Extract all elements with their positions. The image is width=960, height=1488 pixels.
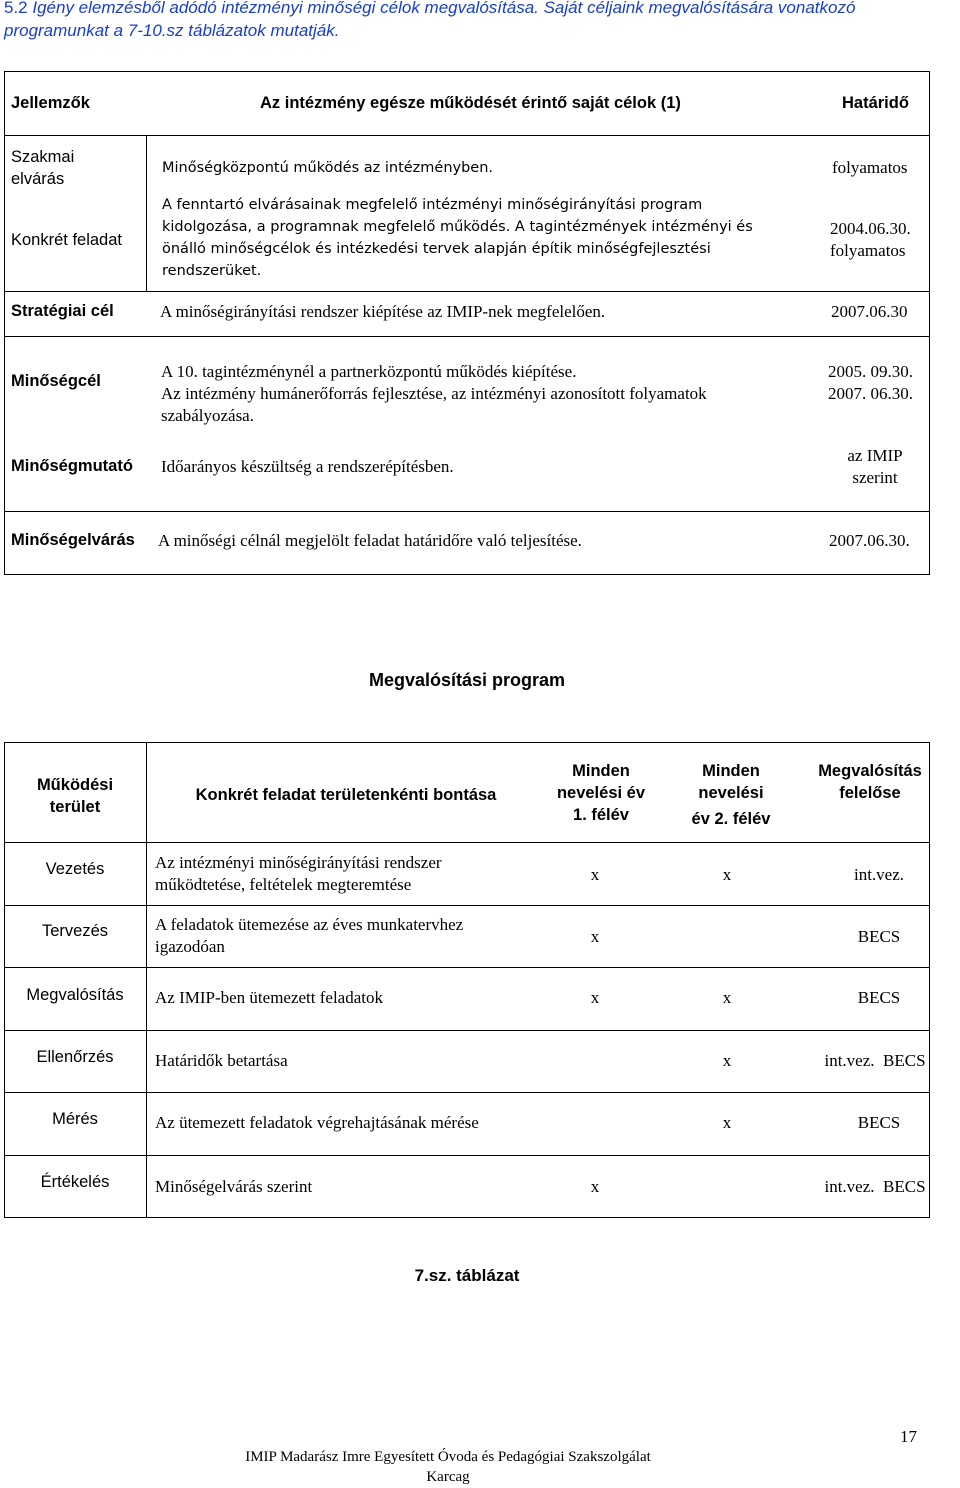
program-row-resp: BECS <box>857 1113 901 1132</box>
intro-text <box>4 0 954 42</box>
program-header-resp-line2: felelőse <box>839 784 901 802</box>
minosegcel-deadline-1: 2005. 09.30. <box>828 362 913 381</box>
program-row-divider <box>4 905 930 906</box>
intro-line-2: programunkat a 7-10.sz táblázatok mutatják. <box>4 21 340 40</box>
program-row-x2: x <box>722 865 732 884</box>
goals-header-col3: Határidő <box>842 94 909 112</box>
minosegmutato-deadline <box>820 445 930 489</box>
goals-col-divider <box>146 135 147 291</box>
program-row-x2: x <box>722 1051 732 1070</box>
konkret-text <box>162 194 753 282</box>
program-header-year1 <box>546 760 656 826</box>
szakmai-deadline: folyamatos <box>832 158 908 177</box>
program-row-divider <box>4 1155 930 1156</box>
minosegelvaras-text: A minőségi célnál megjelölt feladat határidőre való teljesítése. <box>158 531 582 550</box>
konkret-line: A fenntartó elvárásainak megfelelő intézményi minőségirányítási program <box>162 197 703 213</box>
program-row-task: Az IMIP-ben ütemezett feladatok <box>155 988 383 1007</box>
minosegcel-line: Az intézmény humánerőforrás fejlesztése, az intézményi azonosított folyamatok <box>161 384 707 403</box>
goals-table <box>4 71 930 575</box>
program-row-task: Határidők betartása <box>155 1051 288 1070</box>
konkret-deadline-2: folyamatos <box>830 241 906 260</box>
program-row-divider <box>4 967 930 968</box>
minosegcel-text <box>161 361 707 427</box>
program-row-x2: x <box>722 988 732 1007</box>
minosegcel-deadline <box>828 361 913 405</box>
program-header-resp <box>812 760 928 804</box>
program-row-x1: x <box>590 988 600 1007</box>
program-row-task <box>155 852 442 896</box>
goals-divider <box>4 291 930 292</box>
program-header-area-line2: terület <box>49 798 101 816</box>
minosegmutato-label: Minőségmutató <box>11 457 133 475</box>
konkret-label: Konkrét feladat <box>11 231 122 249</box>
program-header-area <box>4 774 146 818</box>
szakmai-label <box>11 146 74 190</box>
program-row-area: Vezetés <box>45 860 105 878</box>
program-header-year1-line2: nevelési év <box>556 784 646 802</box>
goals-header-col1: Jellemzők <box>11 94 90 112</box>
program-row-divider <box>4 1030 930 1031</box>
program-header-task: Konkrét feladat területenkénti bontása <box>195 786 497 804</box>
program-header-area-line1: Működési <box>36 776 114 794</box>
program-row-x1: x <box>590 1177 600 1196</box>
program-row-area: Tervezés <box>41 922 109 940</box>
program-header-divider <box>4 842 930 843</box>
program-col-divider <box>146 742 147 1218</box>
konkret-line: rendszerüket. <box>162 263 262 279</box>
minosegelvaras-label: Minőségelvárás <box>11 531 135 549</box>
szakmai-label-line1: Szakmai <box>11 148 75 166</box>
intro-line-1: Igény elemzésből adódó intézményi minőségi célok megvalósítása. Saját céljaink megvalósítására vonatkozó <box>32 0 856 17</box>
program-row-resp: BECS <box>857 988 901 1007</box>
program-header-year1-line1: Minden <box>572 762 630 780</box>
footer-line1: IMIP Madarász Imre Egyesített Óvoda és Pedagógiai Szakszolgálat <box>245 1449 651 1465</box>
strategiai-deadline: 2007.06.30 <box>831 302 908 321</box>
szakmai-text: Minőségközpontú működés az intézményben. <box>162 160 494 176</box>
minosegmutato-text: Időarányos készültség a rendszerépítésben. <box>161 457 454 476</box>
program-row-task: Minőségelvárás szerint <box>155 1177 313 1196</box>
goals-header-divider <box>4 135 930 136</box>
goals-divider <box>4 336 930 337</box>
program-row-resp: BECS <box>857 927 901 946</box>
konkret-deadline <box>830 218 911 262</box>
minosegelvaras-deadline: 2007.06.30. <box>829 531 910 550</box>
page-number: 17 <box>900 1427 917 1446</box>
program-row-divider <box>4 1092 930 1093</box>
program-header-year2-line2: nevelési <box>698 784 764 802</box>
minosegmutato-deadline-1: az IMIP <box>847 446 903 465</box>
program-row-x1: x <box>590 865 600 884</box>
program-row-area: Mérés <box>52 1110 98 1128</box>
minosegcel-line: szabályozása. <box>161 406 254 425</box>
program-row-area: Ellenőrzés <box>36 1048 114 1066</box>
strategiai-text: A minőségirányítási rendszer kiépítése az IMIP-nek megfelelően. <box>160 302 606 321</box>
section-number: 5.2 <box>4 0 28 17</box>
program-row-task: Az ütemezett feladatok végrehajtásának mérése <box>155 1113 479 1132</box>
goals-divider <box>4 511 930 512</box>
minosegcel-line: A 10. tagintézménynél a partnerközpontú működés kiépítése. <box>161 362 577 381</box>
konkret-line: önálló minőségcélok és intézkedési tervek alapján építik minőségfejlesztési <box>162 241 711 257</box>
program-row-x1: x <box>590 927 600 946</box>
table-caption: 7.sz. táblázat <box>414 1266 520 1285</box>
program-header-year1-line3: 1. félév <box>573 806 629 824</box>
program-row-resp: int.vez. <box>853 865 905 884</box>
program-row-task-line1: Az intézményi minőségirányítási rendszer <box>155 853 442 872</box>
minosegmutato-deadline-2: szerint <box>852 468 898 487</box>
program-header-year2-line1: Minden <box>702 762 760 780</box>
minosegcel-deadline-2: 2007. 06.30. <box>828 384 913 403</box>
program-row-area: Megvalósítás <box>26 986 124 1004</box>
program-header-resp-line1: Megvalósítás <box>818 762 922 780</box>
szakmai-label-line2: elvárás <box>11 170 65 188</box>
program-row-resp: int.vez. BECS <box>824 1051 926 1070</box>
footer-line2: Karcag <box>426 1469 470 1485</box>
program-row-area: Értékelés <box>40 1173 110 1191</box>
program-header-year2-line3: év 2. félév <box>691 810 771 828</box>
program-row-x2: x <box>722 1113 732 1132</box>
program-row-task-line1: A feladatok ütemezése az éves munkatervhez <box>155 915 464 934</box>
minosegcel-label: Minőségcél <box>11 372 101 390</box>
konkret-deadline-1: 2004.06.30. <box>830 219 911 238</box>
goals-header-col2: Az intézmény egésze működését érintő saját célok (1) <box>260 94 681 112</box>
footer-text <box>0 1447 896 1487</box>
program-title: Megvalósítási program <box>368 670 566 690</box>
program-row-task <box>155 914 463 958</box>
program-header-year2 <box>676 760 786 830</box>
program-row-resp: int.vez. BECS <box>824 1177 926 1196</box>
program-row-task-line2: működtetése, feltételek megteremtése <box>155 875 412 894</box>
program-row-task-line2: igazodóan <box>155 937 225 956</box>
strategiai-label: Stratégiai cél <box>11 302 114 320</box>
konkret-line: kidolgozása, a programnak megfelelő működés. A tagintézmények intézményi és <box>162 219 753 235</box>
